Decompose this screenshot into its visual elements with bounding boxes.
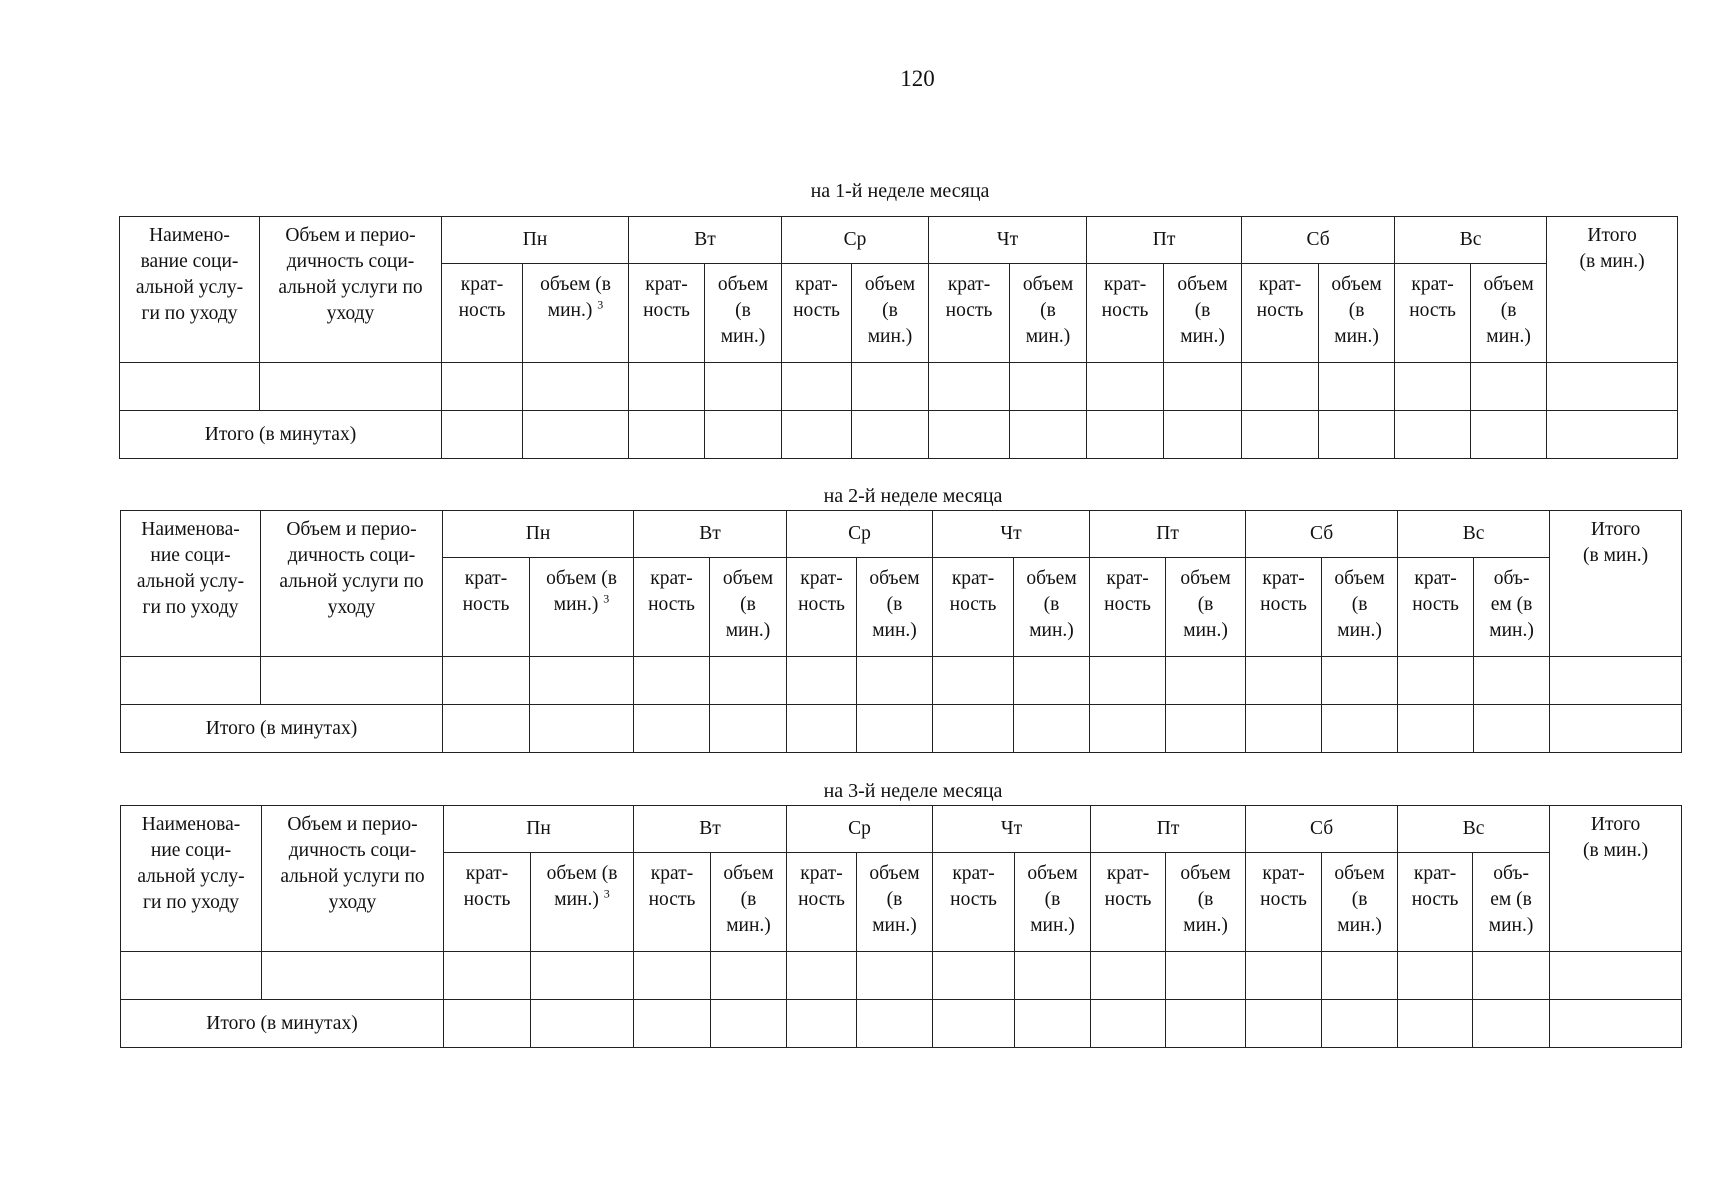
total-header <box>1550 511 1682 657</box>
volume-minutes-header-text: объ- ем (в мин.) <box>1488 863 1534 936</box>
day-header: Вт <box>634 806 787 853</box>
frequency-header-text: крат- ность <box>1260 568 1307 615</box>
empty-cell <box>1166 705 1246 753</box>
total-header-text: Итого (в мин.) <box>1583 519 1649 566</box>
total-header-text: Итого (в мин.) <box>1579 225 1645 272</box>
day-header: Пн <box>444 806 634 853</box>
volume-minutes-header <box>531 853 634 952</box>
day-header: Вт <box>634 511 787 558</box>
frequency-header <box>1246 558 1322 657</box>
empty-cell <box>1550 705 1682 753</box>
week-caption: на 2-й неделе месяца <box>823 485 1003 507</box>
footnote-marker: 3 <box>597 297 604 312</box>
volume-minutes-header-text: объем (в мин.) <box>717 274 769 347</box>
frequency-header-text: крат- ность <box>643 274 690 321</box>
day-header: Сб <box>1246 511 1398 558</box>
empty-cell <box>852 411 929 459</box>
frequency-header-text: крат- ность <box>793 274 840 321</box>
empty-cell <box>705 363 782 411</box>
table-row <box>120 363 1678 411</box>
volume-minutes-header <box>857 558 933 657</box>
empty-cell <box>787 657 857 705</box>
frequency-header <box>1398 558 1474 657</box>
volume-minutes-header <box>705 264 782 363</box>
volume-minutes-header <box>1322 558 1398 657</box>
empty-cell <box>1010 363 1087 411</box>
service-name-header <box>121 806 262 952</box>
day-header: Пт <box>1087 217 1242 264</box>
table-row <box>121 952 1682 1000</box>
empty-cell <box>1471 411 1547 459</box>
empty-cell <box>1015 952 1091 1000</box>
frequency-header <box>634 853 711 952</box>
empty-cell <box>1398 705 1474 753</box>
day-header: Пт <box>1091 806 1246 853</box>
empty-cell <box>444 952 531 1000</box>
volume-minutes-header <box>1166 558 1246 657</box>
empty-cell <box>629 411 705 459</box>
frequency-header-text: крат- ность <box>1260 863 1307 910</box>
page-number: 120 <box>900 66 935 91</box>
empty-cell <box>1090 705 1166 753</box>
frequency-header <box>444 853 531 952</box>
volume-minutes-header <box>530 558 634 657</box>
empty-cell <box>929 363 1010 411</box>
frequency-header <box>787 853 857 952</box>
header-row-days <box>121 806 1682 853</box>
frequency-header <box>787 558 857 657</box>
empty-cell <box>442 411 523 459</box>
frequency-header <box>1398 853 1473 952</box>
volume-minutes-header-text: объем (в мин.) <box>869 863 920 936</box>
empty-cell <box>1473 1000 1550 1048</box>
volume-minutes-header <box>1322 853 1398 952</box>
empty-cell <box>1319 411 1395 459</box>
totals-label: Итого (в минутах) <box>121 705 443 753</box>
empty-cell <box>857 1000 933 1048</box>
frequency-header-text: крат- ность <box>798 863 845 910</box>
empty-cell <box>1246 705 1322 753</box>
volume-minutes-header <box>1010 264 1087 363</box>
volume-minutes-header <box>1166 853 1246 952</box>
empty-cell <box>1395 411 1471 459</box>
day-header: Ср <box>787 806 933 853</box>
empty-cell <box>1395 363 1471 411</box>
empty-cell <box>1014 657 1090 705</box>
empty-cell <box>1398 952 1473 1000</box>
empty-cell <box>261 657 443 705</box>
frequency-header-text: крат- ность <box>462 568 510 615</box>
empty-cell <box>531 952 634 1000</box>
volume-minutes-header <box>1014 558 1090 657</box>
day-header: Пн <box>442 217 629 264</box>
frequency-header-text: крат- ность <box>1412 568 1459 615</box>
empty-cell <box>523 363 629 411</box>
empty-cell <box>634 952 711 1000</box>
service-name-header-text: Наименова- ние соци- альной услу- ги по уходу <box>137 814 245 913</box>
frequency-header-text: крат- ность <box>949 568 997 615</box>
empty-cell <box>787 705 857 753</box>
volume-minutes-header-text: объем (в мин.) <box>1483 274 1534 347</box>
empty-cell <box>933 952 1015 1000</box>
frequency-header <box>442 264 523 363</box>
empty-cell <box>711 1000 787 1048</box>
header-row-days <box>121 511 1682 558</box>
empty-cell <box>1091 1000 1166 1048</box>
empty-cell <box>1164 363 1242 411</box>
empty-cell <box>782 411 852 459</box>
day-header: Ср <box>782 217 929 264</box>
totals-row <box>121 705 1682 753</box>
empty-cell <box>1166 952 1246 1000</box>
frequency-header <box>1246 853 1322 952</box>
service-volume-header <box>260 217 442 363</box>
empty-cell <box>1547 363 1678 411</box>
volume-minutes-header <box>1471 264 1547 363</box>
empty-cell <box>629 363 705 411</box>
week-schedule-table <box>119 216 1678 459</box>
empty-cell <box>1471 363 1547 411</box>
volume-minutes-header <box>1015 853 1091 952</box>
day-header: Вт <box>629 217 782 264</box>
service-volume-header <box>262 806 444 952</box>
empty-cell <box>857 705 933 753</box>
volume-minutes-header-text: объем (в мин.) $^3$ <box>546 568 617 615</box>
day-header: Вс <box>1398 511 1550 558</box>
frequency-header-text: крат- ность <box>950 863 997 910</box>
week-caption: на 1-й неделе месяца <box>810 180 990 202</box>
empty-cell <box>120 363 260 411</box>
empty-cell <box>1319 363 1395 411</box>
frequency-header <box>443 558 530 657</box>
total-header <box>1550 806 1682 952</box>
total-header-text: Итого (в мин.) <box>1583 814 1649 861</box>
empty-cell <box>705 411 782 459</box>
volume-minutes-header-text: объем (в мин.) <box>1026 568 1077 641</box>
frequency-header <box>629 264 705 363</box>
volume-minutes-header-text: объем (в мин.) <box>1177 274 1228 347</box>
empty-cell <box>933 1000 1015 1048</box>
totals-row <box>121 1000 1682 1048</box>
empty-cell <box>121 952 262 1000</box>
volume-minutes-header <box>1473 853 1550 952</box>
empty-cell <box>1087 411 1164 459</box>
empty-cell <box>1242 363 1319 411</box>
empty-cell <box>1087 363 1164 411</box>
empty-cell <box>1166 657 1246 705</box>
empty-cell <box>1091 952 1166 1000</box>
day-header: Сб <box>1242 217 1395 264</box>
frequency-header-text: крат- ность <box>648 863 696 910</box>
volume-minutes-header-text: объем (в мин.) $^3$ <box>546 863 618 910</box>
volume-minutes-header <box>857 853 933 952</box>
empty-cell <box>531 1000 634 1048</box>
empty-cell <box>1322 705 1398 753</box>
frequency-header <box>1242 264 1319 363</box>
footnote-marker: 3 <box>603 886 610 901</box>
empty-cell <box>634 1000 711 1048</box>
header-row-days <box>120 217 1678 264</box>
frequency-header-text: крат- ность <box>458 274 506 321</box>
frequency-header <box>933 558 1014 657</box>
frequency-header-text: крат- ность <box>1101 274 1149 321</box>
empty-cell <box>530 657 634 705</box>
table-row <box>121 657 1682 705</box>
volume-minutes-header-text: объем (в мин.) <box>1180 863 1231 936</box>
frequency-header <box>782 264 852 363</box>
day-header: Пн <box>443 511 634 558</box>
volume-minutes-header <box>1474 558 1550 657</box>
empty-cell <box>634 705 710 753</box>
day-header: Чт <box>933 806 1091 853</box>
frequency-header-text: крат- ность <box>648 568 695 615</box>
empty-cell <box>787 1000 857 1048</box>
empty-cell <box>710 657 787 705</box>
day-header: Вс <box>1395 217 1547 264</box>
frequency-header <box>1090 558 1166 657</box>
empty-cell <box>121 657 261 705</box>
empty-cell <box>1547 411 1678 459</box>
empty-cell <box>1246 657 1322 705</box>
volume-minutes-header-text: объем (в мин.) $^3$ <box>540 274 611 321</box>
service-name-header <box>120 217 260 363</box>
week-schedule-table <box>120 510 1682 753</box>
empty-cell <box>634 657 710 705</box>
empty-cell <box>782 363 852 411</box>
empty-cell <box>530 705 634 753</box>
empty-cell <box>857 952 933 1000</box>
empty-cell <box>1322 1000 1398 1048</box>
volume-minutes-header <box>711 853 787 952</box>
empty-cell <box>260 363 442 411</box>
empty-cell <box>1246 952 1322 1000</box>
empty-cell <box>857 657 933 705</box>
volume-minutes-header <box>523 264 629 363</box>
volume-minutes-header <box>1164 264 1242 363</box>
frequency-header-text: крат- ность <box>463 863 511 910</box>
volume-minutes-header-text: объем (в мин.) <box>1022 274 1074 347</box>
volume-minutes-header-text: объем (в мин.) <box>1334 863 1385 936</box>
service-name-header-text: Наименова- ние соци- альной услу- ги по уходу <box>136 519 245 618</box>
empty-cell <box>933 657 1014 705</box>
empty-cell <box>443 705 530 753</box>
volume-minutes-header <box>1319 264 1395 363</box>
frequency-header-text: крат- ность <box>1411 863 1459 910</box>
totals-label: Итого (в минутах) <box>120 411 442 459</box>
empty-cell <box>1322 657 1398 705</box>
volume-minutes-header-text: объем (в мин.) <box>1331 274 1382 347</box>
frequency-header <box>634 558 710 657</box>
day-header: Вс <box>1398 806 1550 853</box>
empty-cell <box>710 705 787 753</box>
frequency-header <box>929 264 1010 363</box>
day-header: Чт <box>933 511 1090 558</box>
frequency-header <box>1091 853 1166 952</box>
frequency-header-text: крат- ность <box>1409 274 1456 321</box>
empty-cell <box>1246 1000 1322 1048</box>
frequency-header <box>933 853 1015 952</box>
empty-cell <box>929 411 1010 459</box>
service-volume-header-text: Объем и перио- дичность соци- альной услуги по уходу <box>279 519 424 618</box>
volume-minutes-header-text: объем (в мин.) <box>723 863 774 936</box>
frequency-header-text: крат- ность <box>1256 274 1304 321</box>
empty-cell <box>852 363 929 411</box>
empty-cell <box>933 705 1014 753</box>
volume-minutes-header-text: объем (в мин.) <box>869 568 920 641</box>
empty-cell <box>1090 657 1166 705</box>
volume-minutes-header-text: объем (в мин.) <box>1027 863 1078 936</box>
totals-label: Итого (в минутах) <box>121 1000 444 1048</box>
footnote-marker: 3 <box>603 591 610 606</box>
totals-row <box>120 411 1678 459</box>
week-caption: на 3-й неделе месяца <box>823 780 1003 802</box>
empty-cell <box>443 657 530 705</box>
day-header: Ср <box>787 511 933 558</box>
empty-cell <box>1473 952 1550 1000</box>
empty-cell <box>1164 411 1242 459</box>
empty-cell <box>1550 1000 1682 1048</box>
frequency-header <box>1087 264 1164 363</box>
service-name-header <box>121 511 261 657</box>
empty-cell <box>1010 411 1087 459</box>
day-header: Сб <box>1246 806 1398 853</box>
frequency-header-text: крат- ность <box>945 274 993 321</box>
day-header: Пт <box>1090 511 1246 558</box>
empty-cell <box>1014 705 1090 753</box>
empty-cell <box>262 952 444 1000</box>
empty-cell <box>1398 657 1474 705</box>
empty-cell <box>1474 705 1550 753</box>
empty-cell <box>442 363 523 411</box>
empty-cell <box>1322 952 1398 1000</box>
volume-minutes-header-text: объ- ем (в мин.) <box>1489 568 1534 641</box>
empty-cell <box>1166 1000 1246 1048</box>
volume-minutes-header-text: объем (в мин.) <box>1180 568 1231 641</box>
empty-cell <box>1015 1000 1091 1048</box>
service-volume-header <box>261 511 443 657</box>
service-name-header-text: Наимено- вание соци- альной услу- ги по уходу <box>135 225 244 324</box>
empty-cell <box>1474 657 1550 705</box>
volume-minutes-header-text: объем (в мин.) <box>722 568 774 641</box>
volume-minutes-header-text: объем (в мин.) <box>1334 568 1385 641</box>
service-volume-header-text: Объем и перио- дичность соци- альной услуги по уходу <box>278 225 423 324</box>
week-schedule-table <box>120 805 1682 1048</box>
empty-cell <box>787 952 857 1000</box>
volume-minutes-header <box>710 558 787 657</box>
frequency-header-text: крат- ность <box>1104 568 1151 615</box>
frequency-header-text: крат- ность <box>1104 863 1152 910</box>
volume-minutes-header-text: объем (в мин.) <box>864 274 916 347</box>
frequency-header-text: крат- ность <box>798 568 845 615</box>
empty-cell <box>1550 657 1682 705</box>
empty-cell <box>711 952 787 1000</box>
total-header <box>1547 217 1678 363</box>
empty-cell <box>1550 952 1682 1000</box>
day-header: Чт <box>929 217 1087 264</box>
frequency-header <box>1395 264 1471 363</box>
empty-cell <box>444 1000 531 1048</box>
empty-cell <box>1242 411 1319 459</box>
volume-minutes-header <box>852 264 929 363</box>
service-volume-header-text: Объем и перио- дичность соци- альной услуги по уходу <box>280 814 425 913</box>
empty-cell <box>523 411 629 459</box>
empty-cell <box>1398 1000 1473 1048</box>
